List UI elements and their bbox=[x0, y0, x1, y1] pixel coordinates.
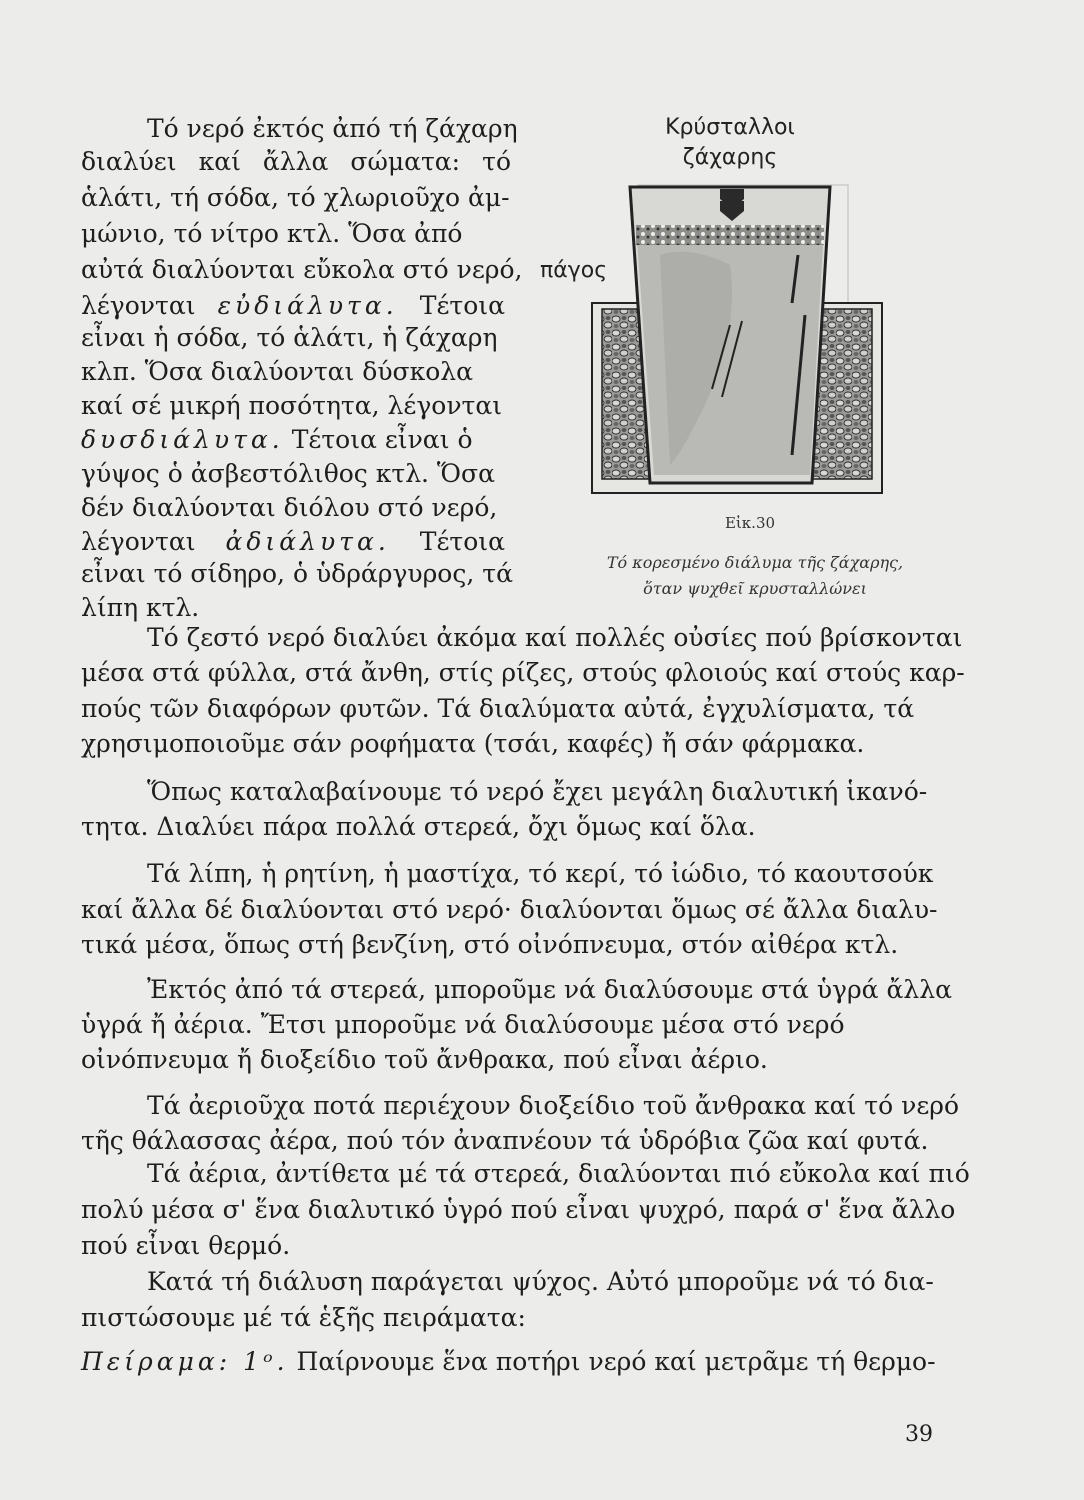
beaker-illustration bbox=[580, 175, 890, 505]
p1-line-4: χρησιμοποιοῦμε σάν ροφήματα (τσάι, καφές) ἤ σάν φάρμακα. bbox=[81, 729, 865, 758]
p5-line-1: Τά ἀεριοῦχα ποτά περιέχουν διοξείδιο τοῦ ἄνθρακα καί τό νερό bbox=[147, 1091, 960, 1120]
p8-line-1 bbox=[81, 1346, 936, 1378]
col-line-14: εἶναι τό σίδηρο, ὁ ὑδράργυρος, τά bbox=[81, 559, 513, 588]
col-line-5: αὐτά διαλύονται εὔκολα στό νερό, bbox=[81, 255, 523, 284]
word: ἄλλα bbox=[262, 147, 329, 176]
col-line-9: καί σέ μικρή ποσότητα, λέγονται bbox=[81, 391, 503, 420]
p1-line-1: Τό ζεστό νερό διαλύει ἀκόμα καί πολλές οὐσίες πού βρίσκονται bbox=[147, 623, 963, 652]
label-line: Κρύσταλλοι bbox=[665, 115, 795, 140]
figure-number: Εἰκ.30 bbox=[724, 514, 776, 532]
p2-line-1: Ὅπως καταλαβαίνουμε τό νερό ἔχει μεγάλη διαλυτική ἱκανό- bbox=[147, 777, 928, 806]
p4-line-2: ὑγρά ἤ ἀέρια. Ἔτσι μποροῦμε νά διαλύσουμε μέσα στό νερό bbox=[81, 1010, 845, 1039]
figure-caption bbox=[555, 550, 955, 602]
word: σώματα: bbox=[350, 147, 461, 176]
col-line-15: λίπη κτλ. bbox=[81, 593, 200, 622]
word: δυσδιάλυτα. bbox=[81, 425, 284, 454]
caption-line: Τό κορεσμένο διάλυμα τῆς ζάχαρης, bbox=[606, 553, 904, 572]
col-line-2 bbox=[81, 146, 511, 178]
caption-line: ὅταν ψυχθεῖ κρυσταλλώνει bbox=[643, 579, 867, 598]
word: Τέτοια bbox=[419, 291, 505, 320]
word: Τέτοια bbox=[419, 527, 505, 556]
p6-line-3: πού εἶναι θερμό. bbox=[81, 1231, 291, 1260]
p3-line-1: Τά λίπη, ἡ ρητίνη, ἡ μαστίχα, τό κερί, τό ἰώδιο, τό καουτσούκ bbox=[147, 859, 934, 888]
col-line-3: ἁλάτι, τή σόδα, τό χλωριοῦχο ἀμ- bbox=[81, 183, 510, 212]
col-line-10 bbox=[81, 424, 473, 456]
word: καί bbox=[198, 147, 241, 176]
p4-line-3: οἰνόπνευμα ἤ διοξείδιο τοῦ ἄνθρακα, πού εἶναι ἀέριο. bbox=[81, 1045, 768, 1074]
figure-label-crystals bbox=[640, 113, 820, 173]
col-line-12: δέν διαλύονται διόλου στό νερό, bbox=[81, 493, 498, 522]
col-line-1: Τό νερό ἐκτός ἀπό τή ζάχαρη bbox=[147, 114, 518, 143]
p3-line-2: καί ἄλλα δέ διαλύονται στό νερό· διαλύονται ὅμως σέ ἄλλα διαλυ- bbox=[81, 895, 938, 924]
word: Τέτοια εἶναι ὁ bbox=[291, 425, 473, 454]
col-line-4: μώνιο, τό νίτρο κτλ. Ὅσα ἀπό bbox=[81, 219, 463, 248]
p7-line-2: πιστώσουμε μέ τά ἑξῆς πειράματα: bbox=[81, 1303, 526, 1332]
word: ἀδιάλυτα. bbox=[225, 527, 390, 556]
p6-line-1: Τά ἀέρια, ἀντίθετα μέ τά στερεά, διαλύονται πιό εὔκολα καί πιό bbox=[147, 1159, 970, 1188]
word: διαλύει bbox=[81, 147, 177, 176]
word: λέγονται bbox=[81, 291, 196, 320]
p4-line-1: Ἐκτός ἀπό τά στερεά, μποροῦμε νά διαλύσουμε στά ὑγρά ἄλλα bbox=[147, 975, 952, 1004]
col-line-6 bbox=[81, 290, 505, 322]
p7-line-1: Κατά τή διάλυση παράγεται ψύχος. Αὐτό μποροῦμε νά τό δια- bbox=[147, 1267, 934, 1296]
col-line-13 bbox=[81, 526, 505, 558]
col-line-8: κλπ. Ὅσα διαλύονται δύσκολα bbox=[81, 357, 473, 386]
p2-line-2: τητα. Διαλύει πάρα πολλά στερεά, ὄχι ὅμως καί ὅλα. bbox=[81, 812, 756, 841]
p1-line-3: πούς τῶν διαφόρων φυτῶν. Τά διαλύματα αὐτά, ἐγχυλίσματα, τά bbox=[81, 694, 915, 723]
label-line: ζάχαρης bbox=[682, 145, 778, 170]
p5-line-2: τῆς θάλασσας ἀέρα, πού τόν ἀναπνέουν τά ὑδρόβια ζῶα καί φυτά. bbox=[81, 1126, 929, 1155]
col-line-7: εἶναι ἡ σόδα, τό ἁλάτι, ἡ ζάχαρη bbox=[81, 323, 498, 352]
col-line-11: γύψος ὁ ἀσβεστόλιθος κτλ. Ὅσα bbox=[81, 459, 495, 488]
word: εὐδιάλυτα. bbox=[217, 291, 398, 320]
figure-label-ice: πάγος bbox=[540, 258, 608, 283]
page-number: 39 bbox=[905, 1422, 933, 1447]
word: τό bbox=[482, 147, 511, 176]
word: λέγονται bbox=[81, 527, 196, 556]
p1-line-2: μέσα στά φύλλα, στά ἄνθη, στίς ρίζες, στούς φλοιούς καί στούς καρ- bbox=[81, 658, 965, 687]
experiment-text: Παίρνουμε ἕνα ποτήρι νερό καί μετρᾶμε τή θερμο- bbox=[296, 1347, 936, 1376]
p3-line-3: τικά μέσα, ὅπως στή βενζίνη, στό οἰνόπνευμα, στόν αἰθέρα κτλ. bbox=[81, 930, 899, 959]
experiment-label: Πείραμα: 1ᵒ. bbox=[81, 1347, 289, 1376]
p6-line-2: πολύ μέσα σ' ἕνα διαλυτικό ὑγρό πού εἶναι ψυχρό, παρά σ' ἕνα ἄλλο bbox=[81, 1195, 956, 1224]
